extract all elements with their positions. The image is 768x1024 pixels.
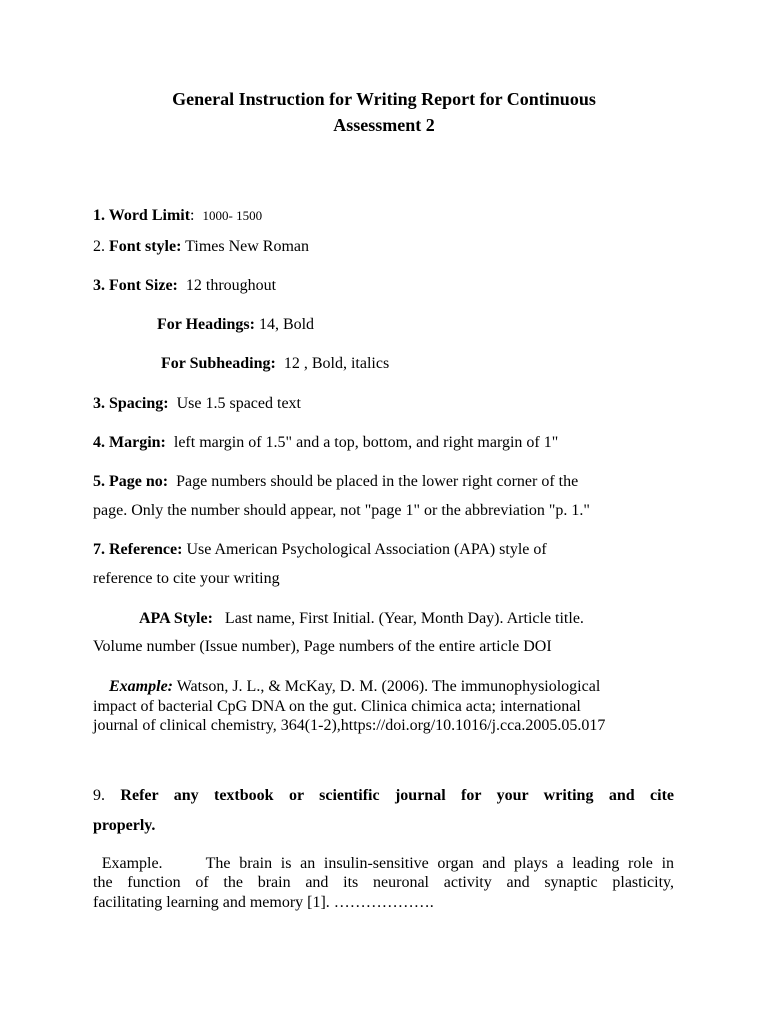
document-title-line2: Assessment 2 [333, 115, 435, 135]
subheading-label: For Subheading: [161, 355, 276, 372]
margin-value: left margin of 1.5" and a top, bottom, and right margin of 1" [173, 434, 559, 451]
reference-value-line1: Use American Psychological Association (APA) style of [186, 541, 547, 558]
word-limit-separator: : [190, 207, 195, 224]
word-limit-label: 1. Word Limit [93, 207, 191, 224]
font-style-item [93, 237, 309, 257]
word-limit-value: 1000- 1500 [202, 208, 263, 223]
spacing-label: 3. Spacing: [93, 395, 169, 412]
example2-line1 [93, 854, 674, 873]
reference-value-line2: reference to cite your writing [93, 570, 280, 587]
page-no-value-line1: Page numbers should be placed in the lower right corner of the [176, 473, 579, 490]
example1-text-line1: Watson, J. L., & McKay, D. M. (2006). The immunophysiological [176, 678, 601, 695]
headings-label: For Headings: [157, 316, 255, 333]
example1-line2: impact of bacterial CpG DNA on the gut. Clinica chimica acta; international [93, 698, 581, 715]
item9-line1 [93, 786, 674, 805]
headings-item [157, 315, 314, 335]
margin-label: 4. Margin: [93, 434, 166, 451]
font-size-label: 3. Font Size: [93, 277, 178, 294]
apa-style-item [139, 609, 584, 629]
reference-label: 7. Reference: [93, 541, 183, 558]
headings-value: 14, Bold [258, 316, 315, 333]
font-size-item [93, 276, 276, 296]
subheading-value: 12 , Bold, italics [283, 355, 390, 372]
item9-text-line2: properly. [93, 817, 156, 834]
reference-item [93, 540, 547, 560]
item9-number: 9. [93, 787, 105, 804]
item9-text-line1: Refer any textbook or scientific journal for your writing and cite [120, 787, 675, 804]
word-limit-item [93, 206, 262, 226]
page-no-label: 5. Page no: [93, 473, 169, 490]
example1-label: Example: [109, 678, 173, 695]
apa-style-value-line2: Volume number (Issue number), Page numbers of the entire article DOI [93, 638, 552, 655]
example2-line3: facilitating learning and memory [1]. ………………. [93, 894, 434, 911]
item9-line2 [93, 816, 155, 836]
page-no-value-line2: page. Only the number should appear, not "page 1" or the abbreviation "p. 1." [93, 502, 590, 519]
example2-text-line1: The brain is an insulin-sensitive organ and plays a leading role in [205, 855, 675, 872]
example2-label: Example. [101, 855, 163, 872]
example1-line1 [93, 677, 674, 696]
font-size-value: 12 throughout [185, 277, 277, 294]
example1-line3: journal of clinical chemistry, 364(1-2),https://doi.org/10.1016/j.cca.2005.05.017 [93, 717, 606, 734]
page-no-item [93, 472, 578, 492]
margin-item [93, 433, 558, 453]
apa-style-value-line1: Last name, First Initial. (Year, Month Day). Article title. [224, 610, 584, 627]
font-style-number: 2. [93, 238, 109, 255]
font-style-label: Font style: [109, 238, 182, 255]
document-title-line1: General Instruction for Writing Report for Continuous [172, 89, 596, 109]
subheading-item [161, 354, 389, 374]
apa-style-label: APA Style: [139, 610, 213, 627]
example2-line2: the function of the brain and its neuronal activity and synaptic plasticity, [93, 874, 674, 891]
font-style-value: Times New Roman [185, 238, 310, 255]
spacing-value: Use 1.5 spaced text [176, 395, 301, 412]
spacing-item [93, 394, 301, 414]
